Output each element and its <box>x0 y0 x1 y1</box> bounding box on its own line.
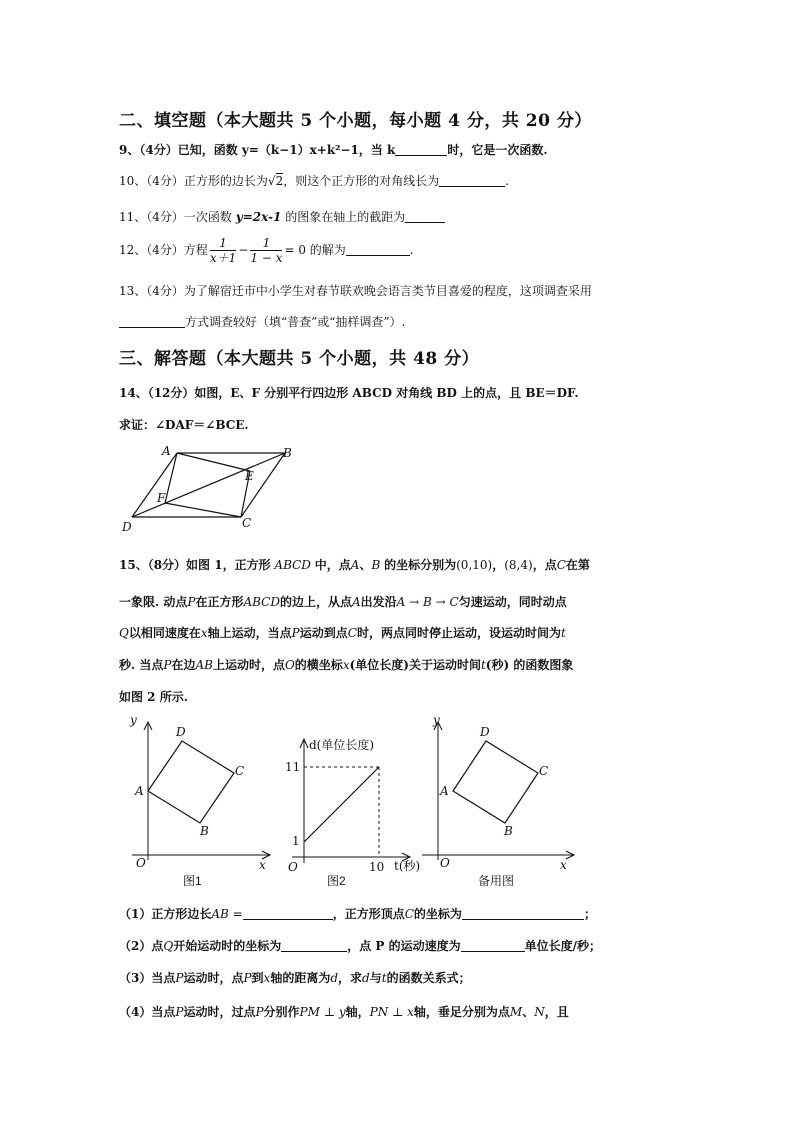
q15-ptB: B <box>371 558 381 572</box>
sub4-c: 分别作 <box>263 1005 300 1019</box>
q15-sep: 、 <box>359 558 372 572</box>
q15-l1b: 中，点 <box>314 558 351 572</box>
q12-blank[interactable] <box>346 243 410 256</box>
q15-l4e: (单位长度)关于运动时间 <box>349 658 481 672</box>
sub4-PN: PN ⊥ x <box>369 1005 414 1019</box>
q14-line2-text: 求证：∠DAF＝∠BCE. <box>119 418 249 432</box>
q15-comma: ， <box>492 558 505 572</box>
q9-blank[interactable] <box>395 143 447 156</box>
figure-1-square <box>118 712 278 872</box>
fig3-square-ABCD <box>453 741 538 823</box>
q15-l4f: (秒) 的函数图象 <box>485 658 574 672</box>
q15-ptQ: Q <box>119 626 129 640</box>
q15-l3d: 时，两点同时停止运动，设运动时间为 <box>356 626 561 640</box>
q15-l2b: 在正方形 <box>195 595 244 609</box>
q15-abcd: ABCD <box>274 558 311 572</box>
question-15-line1 <box>119 556 590 573</box>
question-15-line3 <box>119 624 566 641</box>
label-B: B <box>283 446 292 460</box>
q15-ptP-3: P <box>163 658 172 672</box>
label-F: F <box>157 491 166 505</box>
sub-question-3 <box>119 969 471 986</box>
q11-expr: y=2x-1 <box>235 210 282 224</box>
sub3-t: t <box>381 971 387 985</box>
sub3-P-2: P <box>243 971 252 985</box>
fig3-O-label: O <box>440 856 450 870</box>
segment-AE <box>177 453 250 471</box>
sub3-g: 的函数关系式； <box>386 971 471 985</box>
q12-f2-num: 1 <box>250 236 282 251</box>
sub3-x: x <box>263 971 271 985</box>
fig2-tick-11: 11 <box>285 760 301 774</box>
sub3-f: 与 <box>369 971 382 985</box>
sub1-c: 的坐标为 <box>413 907 462 921</box>
q15-ptC: C <box>556 558 566 572</box>
q15-x-2: x <box>342 658 350 672</box>
q15-abcd-2: ABCD <box>243 595 280 609</box>
sub4-P-2: P <box>255 1005 264 1019</box>
label-A: A <box>162 444 171 458</box>
fig3-B-label: B <box>504 824 513 838</box>
fig1-caption: 图1 <box>183 874 202 888</box>
q15-l4d: 的横坐标 <box>294 658 343 672</box>
q15-ptP: P <box>187 595 196 609</box>
q15-ptA-2: A <box>351 595 361 609</box>
sub2-blank-2[interactable] <box>461 939 525 952</box>
figure-spare-square <box>408 712 580 872</box>
fig3-D-label: D <box>480 725 490 739</box>
fig1-O-label: O <box>136 856 146 870</box>
q15-t-2: t <box>480 658 486 672</box>
q12-fraction-2 <box>250 236 282 265</box>
q10-radical: 2 <box>275 174 284 188</box>
q15-l1e: 在第 <box>565 558 590 572</box>
sub3-P: P <box>175 971 184 985</box>
q15-l3a: 以相同速度在 <box>128 626 201 640</box>
fig3-y-label: y <box>433 713 440 727</box>
question-15-line4 <box>119 656 573 673</box>
sub3-b: 运动时，点 <box>183 971 244 985</box>
sub4-f: ，且 <box>544 1005 569 1019</box>
q12-f1-num: 1 <box>210 236 236 251</box>
q12-minus: − <box>238 243 249 257</box>
q15-l2c: 的边上，从点 <box>279 595 352 609</box>
fig3-x-label: x <box>560 858 567 872</box>
sub2-b: 开始运动时的坐标为 <box>173 939 282 953</box>
fig2-line-segment <box>304 767 379 842</box>
q15-ptC-2: C <box>347 626 357 640</box>
q11-head: 11、（4分）一次函数 <box>119 210 236 224</box>
q11-tail: 的图象在轴上的截距为 <box>281 210 406 224</box>
sub1-blank-2[interactable] <box>462 907 584 920</box>
q15-l2e: 匀速运动，同时动点 <box>458 595 567 609</box>
q12-f2-den: 1 − x <box>250 251 283 265</box>
section2-title: 二、填空题（本大题共 5 个小题，每小题 4 分，共 20 分） <box>119 111 592 131</box>
sub3-c: 到 <box>251 971 264 985</box>
q15-l4b: 在边 <box>171 658 196 672</box>
sub3-d: 轴的距离为 <box>270 971 331 985</box>
q12-head: 12、（4分）方程 <box>119 243 208 257</box>
q10-head: 10、（4分）正方形的边长为 <box>119 174 268 188</box>
q12-tail: . <box>409 243 414 257</box>
figure-2-graph <box>282 733 422 873</box>
q15-l2a: 一象限. 动点 <box>119 595 188 609</box>
question-9 <box>119 141 548 158</box>
fig1-B-label: B <box>200 824 209 838</box>
fig2-tick-10: 10 <box>369 860 385 873</box>
segment-FC <box>165 503 241 517</box>
sub4-e: 轴，垂足分别为点 <box>413 1005 510 1019</box>
fig2-y-title: d(单位长度) <box>309 738 375 752</box>
question-12 <box>119 236 414 265</box>
sqrt-symbol: √ <box>267 174 276 188</box>
fig1-y-label: y <box>130 713 137 727</box>
fig3-A-label: A <box>440 784 449 798</box>
sub1-b: ，正方形顶点 <box>332 907 405 921</box>
q11-blank[interactable] <box>405 210 445 223</box>
q15-coordA: (0,10) <box>456 558 493 572</box>
sub3-a: （3）当点 <box>119 971 176 985</box>
sub1-blank-1[interactable] <box>243 907 333 920</box>
fig1-A-label: A <box>135 784 144 798</box>
question-15-line2 <box>119 593 567 610</box>
sub1-C: C <box>404 907 414 921</box>
q15-ptO: O <box>284 658 295 672</box>
q15-l4c: 上运动时，点 <box>212 658 285 672</box>
sub-question-4 <box>119 1003 569 1020</box>
question-10 <box>119 172 509 189</box>
sub1-a: （1）正方形边长 <box>119 907 212 921</box>
question-15-line5 <box>119 688 188 705</box>
q15-ptA: A <box>350 558 360 572</box>
sub4-N: N <box>534 1005 545 1019</box>
section3-title: 三、解答题（本大题共 5 个小题，共 48 分） <box>119 349 480 369</box>
q10-mid: ，则这个正方形的对角线长为 <box>283 174 440 188</box>
q15-l1c: 的坐标分别为 <box>384 558 457 572</box>
sub-question-1 <box>119 905 596 922</box>
sub4-M: M <box>509 1005 523 1019</box>
q15-l1a: 15、（8分）如图 1，正方形 <box>119 558 271 572</box>
question-13-line2 <box>119 313 405 330</box>
sub-question-2 <box>119 937 601 954</box>
q14-line1-text: 14、（12分）如图，E、F 分别平行四边形 ABCD 对角线 BD 上的点，且 BE＝DF. <box>119 386 579 400</box>
q12-fraction-1 <box>210 236 236 265</box>
fig2-caption: 图2 <box>327 874 346 888</box>
sub2-Q: Q <box>163 939 174 953</box>
q15-l3b: 轴上运动，当点 <box>207 626 292 640</box>
sub1-AB: AB = <box>211 907 243 921</box>
sub4-a: （4）当点 <box>119 1005 176 1019</box>
q15-coordB: (8,4) <box>504 558 533 572</box>
q9-head: 9、（4分）已知，函数 y=（k−1）x+k²−1，当 k <box>119 143 396 157</box>
sub4-PM: PM ⊥ y <box>299 1005 346 1019</box>
sub2-c: ，点 P 的运动速度为 <box>347 939 461 953</box>
q12-mid: 的解为 <box>305 243 346 257</box>
q13-blank[interactable] <box>119 315 185 328</box>
q15-l4a: 秒. 当点 <box>119 658 164 672</box>
q12-f1-den: x＋1 <box>209 251 237 265</box>
fig1-x-label: x <box>259 858 266 872</box>
sub2-blank-1[interactable] <box>281 939 347 952</box>
fig2-tick-1: 1 <box>292 834 300 848</box>
sub3-dd: d <box>330 971 339 985</box>
q9-tail: 时，它是一次函数. <box>447 143 548 157</box>
q15-x: x <box>200 626 208 640</box>
sub4-b: 运动时，过点 <box>183 1005 256 1019</box>
fig1-square-ABCD <box>148 741 234 823</box>
sub1-d: ； <box>583 907 596 921</box>
sub3-e: ，求 <box>338 971 363 985</box>
q15-l2d: 出发沿 <box>360 595 397 609</box>
q15-l1d: ，点 <box>532 558 557 572</box>
question-14-line2 <box>119 416 249 433</box>
q15-ptP-2: P <box>291 626 300 640</box>
fig2-x-title: t(秒) <box>394 859 421 873</box>
sub2-a: （2）点 <box>119 939 164 953</box>
fig1-C-label: C <box>235 764 245 778</box>
sub2-d: 单位长度/秒； <box>524 939 601 953</box>
q10-blank[interactable] <box>439 174 505 187</box>
fig3-C-label: C <box>539 764 549 778</box>
label-E: E <box>245 469 254 483</box>
figure-parallelogram <box>118 442 300 534</box>
question-11 <box>119 208 445 225</box>
q15-AB: AB <box>195 658 213 672</box>
sub3-dd-2: d <box>362 971 370 985</box>
question-14-line1 <box>119 384 579 401</box>
q12-eq: = 0 <box>284 243 306 257</box>
label-D: D <box>122 520 132 534</box>
q10-tail: . <box>505 174 510 188</box>
q15-l5: 如图 2 所示. <box>119 690 188 704</box>
q15-t: t <box>560 626 566 640</box>
sub4-P: P <box>175 1005 184 1019</box>
q15-l3c: 运动到点 <box>299 626 348 640</box>
q15-path: A → B → C <box>396 595 459 609</box>
sub4-d: 轴， <box>345 1005 370 1019</box>
fig2-O-label: O <box>288 860 298 873</box>
question-13-line1: 13、（4分）为了解宿迁市中小学生对春节联欢晚会语言类节目喜爱的程度，这项调查采用 <box>119 284 592 298</box>
sub4-sep: 、 <box>522 1005 535 1019</box>
q13-line2-text: 方式调查较好（填“普查”或“抽样调查”）. <box>185 315 406 329</box>
label-C: C <box>242 516 252 530</box>
fig3-caption: 备用图 <box>478 874 515 888</box>
fig1-D-label: D <box>176 725 186 739</box>
